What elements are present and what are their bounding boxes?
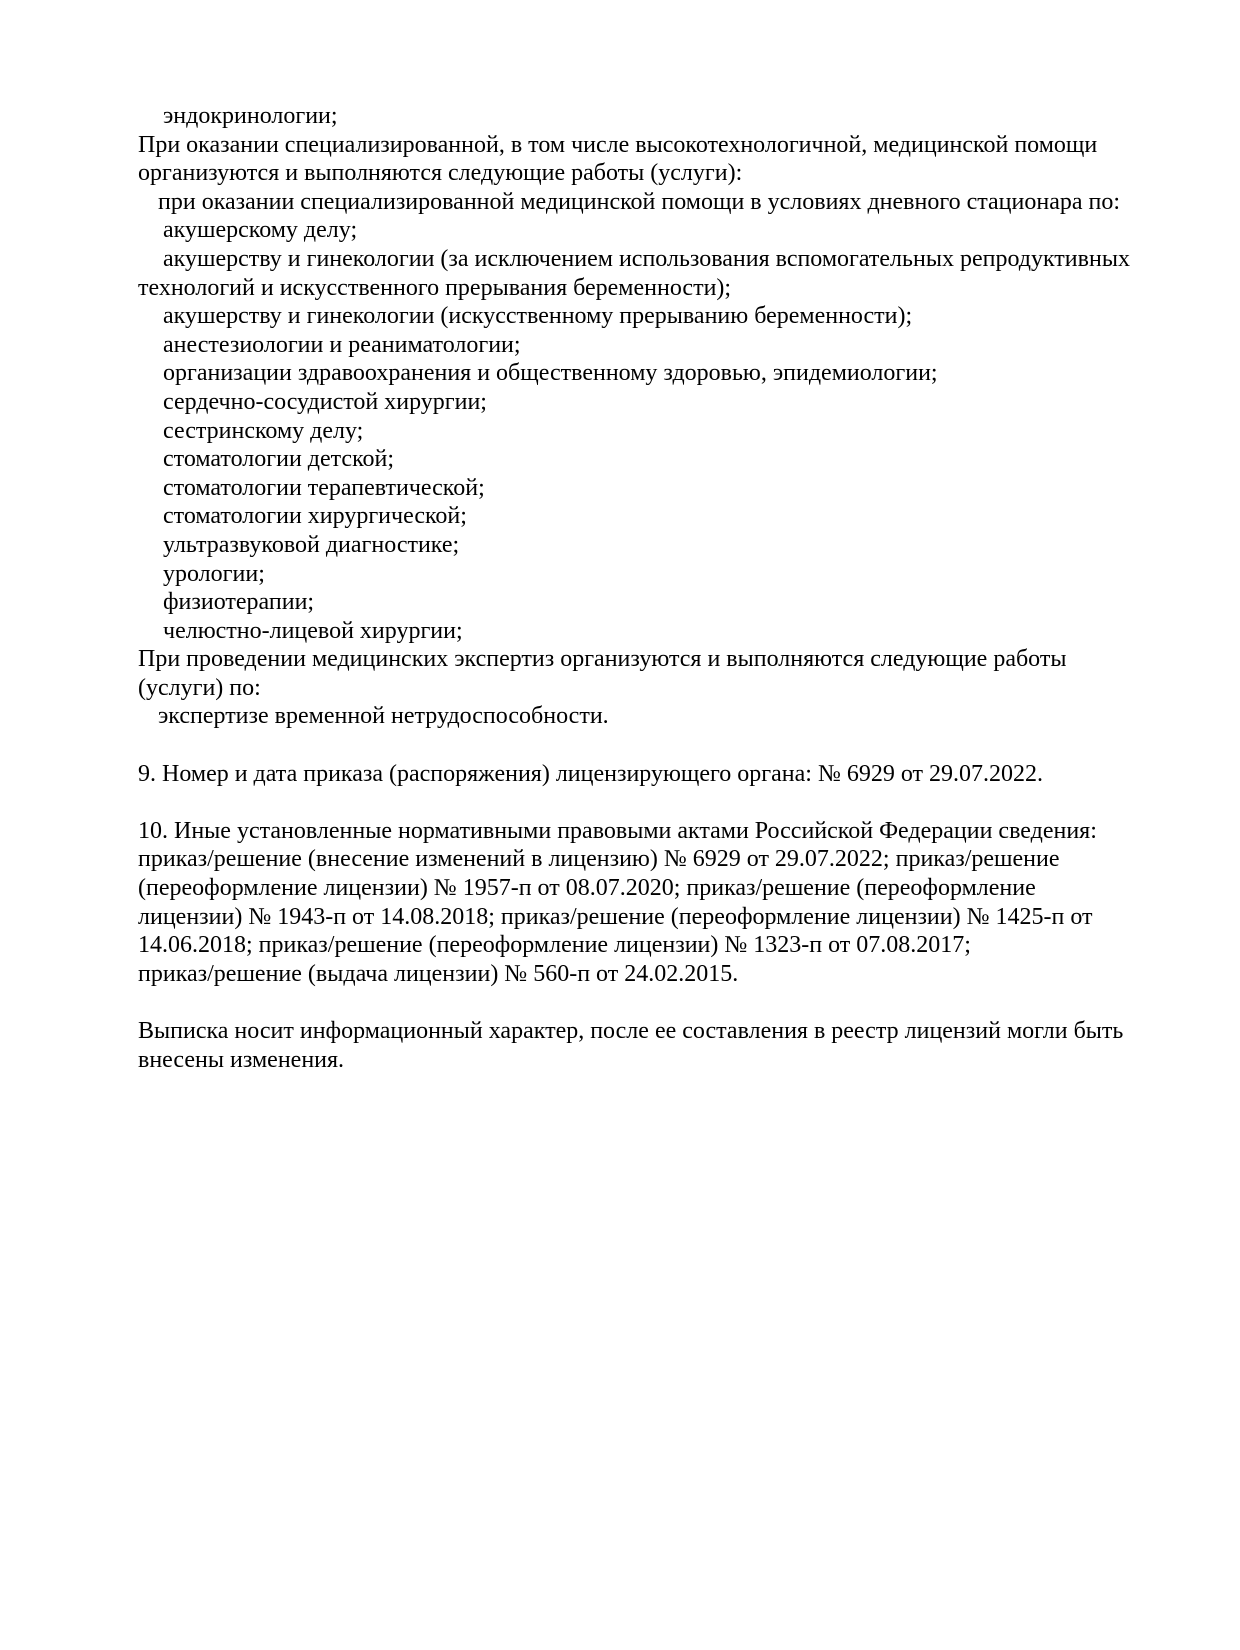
paragraph-line: При оказании специализированной, в том числе высокотехнологичной, медицинской помощи [138,131,1098,158]
paragraph-line: организуются и выполняются следующие работы (услуги): [138,160,743,187]
service-item: акушерству и гинекологии (за исключением использования вспомогательных репродуктивных [163,245,1130,272]
service-item-continuation: технологий и искусственного прерывания беременности); [138,274,732,301]
service-item: акушерству и гинекологии (искусственному прерыванию беременности); [163,303,913,330]
service-item: стоматологии детской; [163,446,395,473]
service-item: ультразвуковой диагностике; [163,531,460,558]
service-item: стоматологии хирургической; [163,503,467,530]
document-content [138,102,1178,1074]
sub-item: при оказании специализированной медицинской помощи в условиях дневного стационара по: [158,188,1121,215]
disclaimer-line: Выписка носит информационный характер, после ее составления в реестр лицензий могли быть [138,1018,1124,1044]
service-item: стоматологии терапевтической; [163,474,485,501]
paragraph-line: (услуги) по: [138,674,261,701]
disclaimer-continuation: внесены изменения. [138,1046,345,1073]
clause-10-continuation: (переоформление лицензии) № 1957-п от 08.07.2020; приказ/решение (переоформление [138,875,1036,902]
service-item: организации здравоохранения и общественному здоровью, эпидемиологии; [163,360,938,387]
paragraph-line: При проведении медицинских экспертиз организуются и выполняются следующие работы [138,646,1067,673]
service-item: акушерскому делу; [163,217,358,244]
service-item: анестезиологии и реаниматологии; [163,331,521,358]
clause-10-continuation: лицензии) № 1943-п от 14.08.2018; приказ/решение (переоформление лицензии) № 1425-п от [138,903,1093,930]
clause-10-continuation: 14.06.2018; приказ/решение (переоформление лицензии) № 1323-п от 07.08.2017; [138,932,971,959]
service-item: физиотерапии; [163,589,315,616]
sub-item: экспертизе временной нетрудоспособности. [158,703,609,730]
service-item: урологии; [163,560,265,587]
service-item: челюстно-лицевой хирургии; [163,617,463,644]
clause-10-continuation: приказ/решение (внесение изменений в лицензию) № 6929 от 29.07.2022; приказ/решение [138,846,1060,873]
service-item: сестринскому делу; [163,417,364,444]
clause-9-line: 9. Номер и дата приказа (распоряжения) лицензирующего органа: № 6929 от 29.07.2022. [138,760,1044,787]
service-item: эндокринологии; [163,103,338,129]
clause-10-continuation: приказ/решение (выдача лицензии) № 560-п от 24.02.2015. [138,960,739,987]
clause-10-line: 10. Иные установленные нормативными правовыми актами Российской Федерации сведения: [138,817,1097,844]
service-item: сердечно-сосудистой хирургии; [163,388,487,415]
